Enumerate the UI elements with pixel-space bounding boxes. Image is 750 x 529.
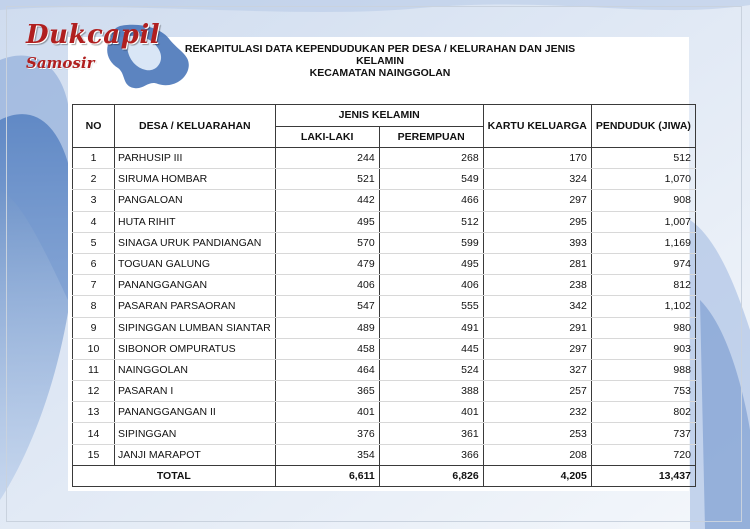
cell-laki-laki: 521: [275, 169, 379, 190]
total-row: [73, 465, 696, 486]
cell-perempuan: 466: [379, 190, 483, 211]
cell-laki-laki: 406: [275, 275, 379, 296]
total-penduduk: 13,437: [591, 465, 695, 486]
cell-kartu-keluarga: 253: [483, 423, 591, 444]
cell-kartu-keluarga: 324: [483, 169, 591, 190]
cell-no: 11: [73, 359, 115, 380]
cell-kartu-keluarga: 342: [483, 296, 591, 317]
table-row: [73, 381, 696, 402]
total-perempuan: 6,826: [379, 465, 483, 486]
cell-no: 15: [73, 444, 115, 465]
cell-desa: SIRUMA HOMBAR: [115, 169, 276, 190]
cell-perempuan: 512: [379, 211, 483, 232]
cell-penduduk: 1,070: [591, 169, 695, 190]
cell-perempuan: 366: [379, 444, 483, 465]
cell-laki-laki: 458: [275, 338, 379, 359]
cell-penduduk: 720: [591, 444, 695, 465]
cell-laki-laki: 401: [275, 402, 379, 423]
column-header-no: NO: [73, 105, 115, 148]
cell-kartu-keluarga: 232: [483, 402, 591, 423]
table-row: [73, 444, 696, 465]
cell-penduduk: 737: [591, 423, 695, 444]
cell-no: 6: [73, 253, 115, 274]
cell-no: 7: [73, 275, 115, 296]
cell-no: 4: [73, 211, 115, 232]
table-row: [73, 338, 696, 359]
cell-desa: HUTA RIHIT: [115, 211, 276, 232]
cell-laki-laki: 244: [275, 148, 379, 169]
cell-desa: PANANGGANGAN: [115, 275, 276, 296]
cell-kartu-keluarga: 393: [483, 232, 591, 253]
cell-penduduk: 812: [591, 275, 695, 296]
cell-laki-laki: 376: [275, 423, 379, 444]
document-title: REKAPITULASI DATA KEPENDUDUKAN PER DESA / KELURAHAN DAN JENIS KELAMIN: [184, 43, 576, 67]
cell-perempuan: 599: [379, 232, 483, 253]
cell-no: 9: [73, 317, 115, 338]
cell-kartu-keluarga: 170: [483, 148, 591, 169]
cell-kartu-keluarga: 327: [483, 359, 591, 380]
cell-laki-laki: 547: [275, 296, 379, 317]
table-body: [73, 148, 696, 466]
table-row: [73, 275, 696, 296]
cell-desa: PARHUSIP III: [115, 148, 276, 169]
cell-no: 5: [73, 232, 115, 253]
cell-desa: SIPINGGAN LUMBAN SIANTAR: [115, 317, 276, 338]
cell-desa: SIPINGGAN: [115, 423, 276, 444]
cell-kartu-keluarga: 238: [483, 275, 591, 296]
cell-no: 12: [73, 381, 115, 402]
cell-laki-laki: 479: [275, 253, 379, 274]
column-header-perempuan: PEREMPUAN: [379, 126, 483, 148]
cell-kartu-keluarga: 295: [483, 211, 591, 232]
table-row: [73, 423, 696, 444]
cell-perempuan: 549: [379, 169, 483, 190]
cell-no: 10: [73, 338, 115, 359]
logo-subtitle: Samosir: [26, 54, 95, 72]
table-row: [73, 232, 696, 253]
cell-penduduk: 1,169: [591, 232, 695, 253]
cell-penduduk: 980: [591, 317, 695, 338]
cell-kartu-keluarga: 281: [483, 253, 591, 274]
cell-perempuan: 388: [379, 381, 483, 402]
cell-no: 14: [73, 423, 115, 444]
cell-penduduk: 903: [591, 338, 695, 359]
logo-title: Dukcapil: [26, 20, 161, 50]
cell-perempuan: 491: [379, 317, 483, 338]
cell-penduduk: 802: [591, 402, 695, 423]
cell-no: 2: [73, 169, 115, 190]
cell-penduduk: 753: [591, 381, 695, 402]
total-laki: 6,611: [275, 465, 379, 486]
cell-penduduk: 908: [591, 190, 695, 211]
table-row: [73, 148, 696, 169]
table-row: [73, 253, 696, 274]
table-row: [73, 211, 696, 232]
table-row: [73, 359, 696, 380]
cell-kartu-keluarga: 297: [483, 338, 591, 359]
cell-desa: SINAGA URUK PANDIANGAN: [115, 232, 276, 253]
cell-kartu-keluarga: 208: [483, 444, 591, 465]
cell-desa: PANGALOAN: [115, 190, 276, 211]
cell-penduduk: 974: [591, 253, 695, 274]
total-label: TOTAL: [73, 465, 276, 486]
cell-perempuan: 495: [379, 253, 483, 274]
cell-perempuan: 524: [379, 359, 483, 380]
cell-perempuan: 268: [379, 148, 483, 169]
table-row: [73, 190, 696, 211]
cell-kartu-keluarga: 257: [483, 381, 591, 402]
cell-desa: TOGUAN GALUNG: [115, 253, 276, 274]
column-header-penduduk: PENDUDUK (JIWA): [591, 105, 695, 148]
cell-desa: SIBONOR OMPURATUS: [115, 338, 276, 359]
cell-no: 3: [73, 190, 115, 211]
table-row: [73, 169, 696, 190]
cell-penduduk: 988: [591, 359, 695, 380]
table-row: [73, 402, 696, 423]
cell-laki-laki: 495: [275, 211, 379, 232]
cell-laki-laki: 365: [275, 381, 379, 402]
cell-penduduk: 512: [591, 148, 695, 169]
column-header-laki-laki: LAKI-LAKI: [275, 126, 379, 148]
column-header-desa: DESA / KELUARAHAN: [115, 105, 276, 148]
population-table: [72, 104, 696, 487]
table-row: [73, 296, 696, 317]
cell-perempuan: 361: [379, 423, 483, 444]
cell-kartu-keluarga: 297: [483, 190, 591, 211]
cell-perempuan: 406: [379, 275, 483, 296]
cell-desa: PASARAN I: [115, 381, 276, 402]
table-row: [73, 317, 696, 338]
column-header-kartu-keluarga: KARTU KELUARGA: [483, 105, 591, 148]
cell-laki-laki: 442: [275, 190, 379, 211]
cell-laki-laki: 354: [275, 444, 379, 465]
column-header-jenis-kelamin: JENIS KELAMIN: [275, 105, 483, 127]
cell-perempuan: 401: [379, 402, 483, 423]
cell-laki-laki: 489: [275, 317, 379, 338]
cell-desa: PASARAN PARSAORAN: [115, 296, 276, 317]
cell-laki-laki: 464: [275, 359, 379, 380]
cell-laki-laki: 570: [275, 232, 379, 253]
cell-perempuan: 445: [379, 338, 483, 359]
cell-penduduk: 1,102: [591, 296, 695, 317]
cell-desa: NAINGGOLAN: [115, 359, 276, 380]
total-kartu-keluarga: 4,205: [483, 465, 591, 486]
document-subtitle: KECAMATAN NAINGGOLAN: [309, 67, 451, 79]
cell-penduduk: 1,007: [591, 211, 695, 232]
cell-perempuan: 555: [379, 296, 483, 317]
cell-desa: PANANGGANGAN II: [115, 402, 276, 423]
cell-no: 8: [73, 296, 115, 317]
cell-no: 1: [73, 148, 115, 169]
cell-desa: JANJI MARAPOT: [115, 444, 276, 465]
cell-kartu-keluarga: 291: [483, 317, 591, 338]
cell-no: 13: [73, 402, 115, 423]
